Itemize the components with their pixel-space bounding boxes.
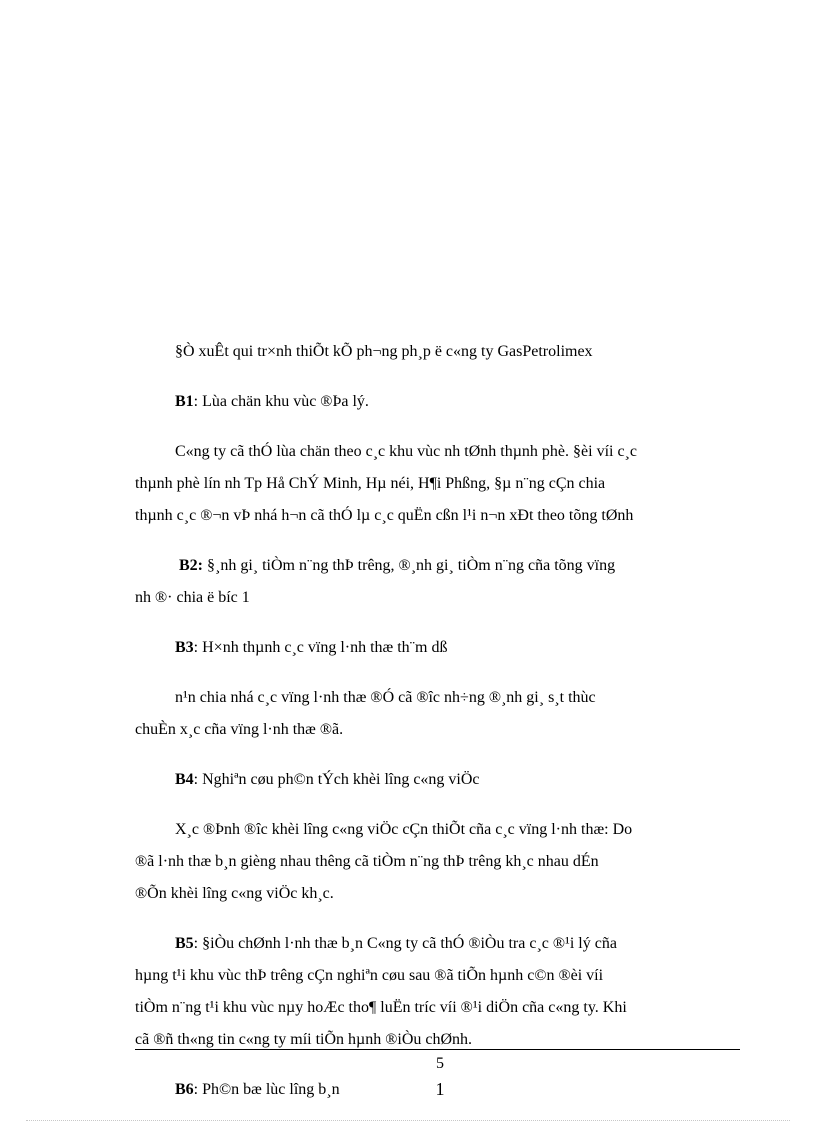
step-b5	[135, 928, 740, 1056]
step-b3-label: B3	[175, 639, 194, 656]
paragraph-region-choice-line-2: thµnh phè lín nh Tp Hå ChÝ Minh, Hµ néi, H¶i Phßng, §µ n¨ng cÇn chia	[135, 475, 606, 492]
paragraph-workload-line-3: ®Õn khèi lîng c«ng viÖc kh¸c.	[135, 885, 334, 902]
paragraph-workload-line-1: X¸c ®Þnh ®îc khèi lîng c«ng viÖc cÇn thiÕt cña c¸c vïng l·nh thæ: Do	[175, 821, 633, 838]
step-b6-text: : Ph©n bæ lùc lîng b¸n	[193, 1081, 340, 1098]
step-b1	[135, 386, 740, 418]
page-number-top: 5	[436, 1055, 444, 1072]
paragraph-region-choice	[135, 436, 740, 532]
footer-rule	[135, 1049, 740, 1050]
step-b2-line-2: nh ®· chia ë bíc 1	[135, 589, 250, 606]
step-b2-label: B2:	[179, 557, 203, 574]
step-b1-label: B1	[175, 393, 194, 410]
proposal-heading-text: §Ò xuÊt qui tr×nh thiÕt kÕ ph¬ng ph¸p ë c«ng ty GasPetrolimex	[175, 343, 593, 360]
proposal-heading	[135, 336, 740, 368]
step-b2	[135, 550, 740, 614]
paragraph-region-choice-line-3: thµnh c¸c ®¬n vÞ nhá h¬n cã thÓ lµ c¸c quËn cßn l¹i n¬n xÐt theo tõng tØnh	[135, 507, 634, 524]
paragraph-workload	[135, 814, 740, 910]
step-b4-text: : Nghiªn cøu ph©n tÝch khèi lîng c«ng viÖc	[193, 771, 480, 788]
step-b3-text: : H×nh thµnh c¸c vïng l·nh thæ th¨m dß	[193, 639, 448, 656]
step-b4	[135, 764, 740, 796]
step-b2-line-1	[135, 550, 740, 582]
step-b5-text: : §iÒu chØnh l·nh thæ b¸n C«ng ty cã thÓ ®iÒu tra c¸c ®¹i lý cña	[193, 935, 617, 952]
step-b5-label: B5	[175, 935, 194, 952]
step-b5-line-2: hµng t¹i khu vùc thÞ trêng cÇn nghiªn cøu sau ®ã tiÕn hµnh c©n ®èi víi	[135, 967, 604, 984]
step-b4-label: B4	[175, 771, 194, 788]
step-b5-line-1	[135, 928, 740, 960]
step-b3	[135, 632, 740, 664]
step-b5-line-4: cã ®ñ th«ng tin c«ng ty míi tiÕn hµnh ®iÒu chØnh.	[135, 1031, 473, 1048]
paragraph-territory-split	[135, 682, 740, 746]
paragraph-territory-split-line-2: chuÈn x¸c cña vïng l·nh thæ ®ã.	[135, 721, 344, 738]
paragraph-workload-line-2: ®ã l·nh thæ b¸n gièng nhau thêng cã tiÒm n¨ng thÞ trêng kh¸c nhau dÉn	[135, 853, 599, 870]
paragraph-region-choice-line-1: C«ng ty cã thÓ lùa chän theo c¸c khu vùc nh tØnh thµnh phè. §èi víi c¸c	[175, 443, 637, 460]
step-b6-label: B6	[175, 1081, 194, 1098]
paragraph-territory-split-line-1: n¹n chia nhá c¸c vïng l·nh thæ ®Ó cã ®îc nh÷ng ®¸nh gi¸ s¸t thùc	[175, 689, 596, 706]
step-b5-line-3: tiÒm n¨ng t¹i khu vùc nµy hoÆc tho¶ luËn tríc víi ®¹i diÖn cña c«ng ty. Khi	[135, 999, 627, 1016]
page-number-bottom: 1	[435, 1079, 445, 1099]
page-edge-divider	[26, 1120, 790, 1121]
step-b2-text: §¸nh gi¸ tiÒm n¨ng thÞ trêng, ®¸nh gi¸ tiÒm n¨ng cña tõng vïng	[203, 557, 616, 574]
step-b1-text: : Lùa chän khu vùc ®Þa lý.	[193, 393, 369, 410]
document-body	[135, 336, 740, 1124]
